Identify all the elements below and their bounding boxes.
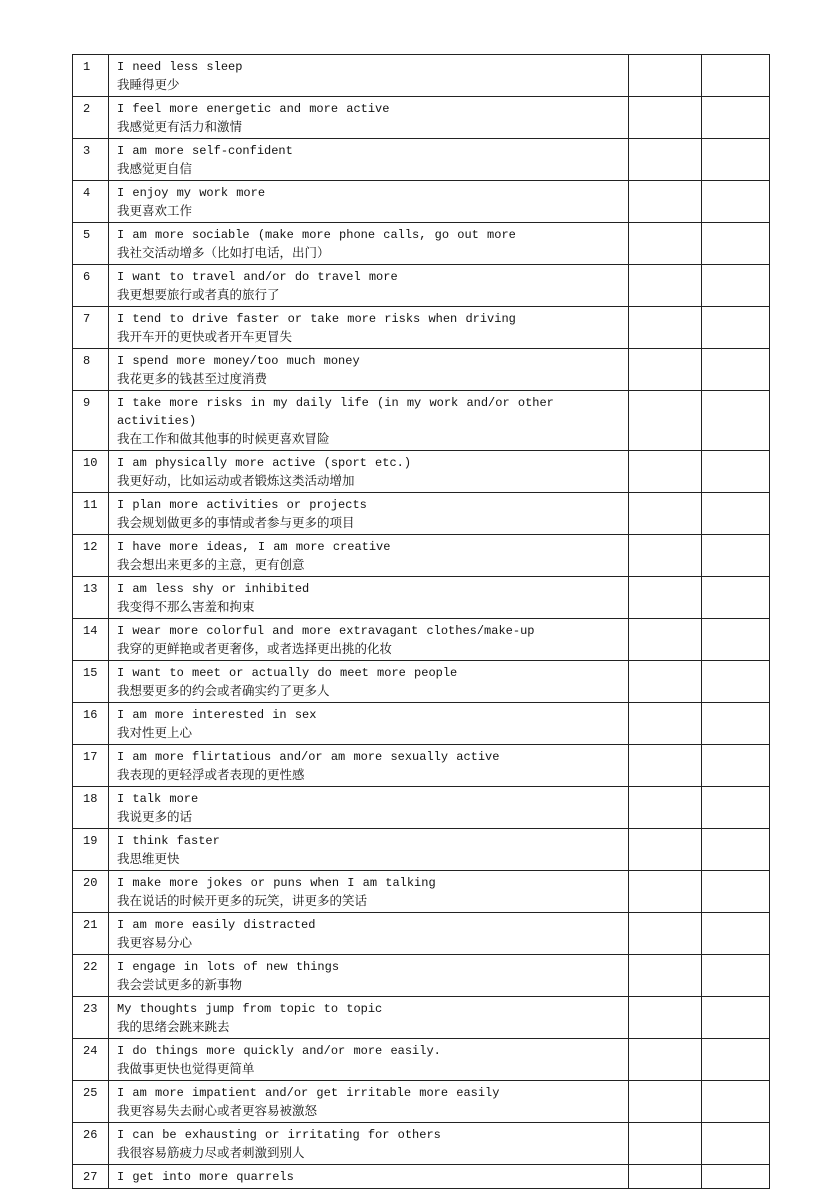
response-cell-1[interactable] — [629, 349, 702, 391]
table-row — [73, 703, 770, 745]
item-english-text: I am more self-confident — [117, 144, 293, 158]
item-number: 11 — [73, 493, 109, 535]
response-cell-2[interactable] — [702, 55, 770, 97]
table-row — [73, 139, 770, 181]
item-text-cell — [109, 955, 629, 997]
item-english-text: I make more jokes or puns when I am talking — [117, 876, 436, 890]
item-number: 19 — [73, 829, 109, 871]
item-number: 1 — [73, 55, 109, 97]
response-cell-1[interactable] — [629, 1039, 702, 1081]
table-row — [73, 871, 770, 913]
response-cell-1[interactable] — [629, 1165, 702, 1189]
item-number: 27 — [73, 1165, 109, 1189]
response-cell-2[interactable] — [702, 1123, 770, 1165]
item-chinese-text: 我变得不那么害羞和拘束 — [117, 599, 255, 614]
questionnaire-rows — [73, 55, 770, 1189]
item-text-cell — [109, 307, 629, 349]
item-english-text: I want to meet or actually do meet more people — [117, 666, 458, 680]
item-english-text: I take more risks in my daily life (in my work and/or other activities) — [117, 396, 554, 428]
item-number: 23 — [73, 997, 109, 1039]
item-chinese-text: 我睡得更少 — [117, 77, 180, 92]
item-english-text: My thoughts jump from topic to topic — [117, 1002, 383, 1016]
item-chinese-text: 我思维更快 — [117, 851, 180, 866]
item-number: 20 — [73, 871, 109, 913]
item-number: 15 — [73, 661, 109, 703]
table-row — [73, 787, 770, 829]
item-number: 13 — [73, 577, 109, 619]
item-number: 9 — [73, 391, 109, 451]
response-cell-1[interactable] — [629, 223, 702, 265]
item-number: 26 — [73, 1123, 109, 1165]
item-english-text: I spend more money/too much money — [117, 354, 360, 368]
table-row — [73, 265, 770, 307]
response-cell-1[interactable] — [629, 307, 702, 349]
item-number: 3 — [73, 139, 109, 181]
response-cell-2[interactable] — [702, 829, 770, 871]
table-row — [73, 493, 770, 535]
item-chinese-text: 我说更多的话 — [117, 809, 193, 824]
item-english-text: I am more easily distracted — [117, 918, 316, 932]
response-cell-2[interactable] — [702, 1081, 770, 1123]
item-number: 12 — [73, 535, 109, 577]
table-row — [73, 577, 770, 619]
response-cell-1[interactable] — [629, 139, 702, 181]
item-number: 21 — [73, 913, 109, 955]
item-text-cell — [109, 265, 629, 307]
table-row — [73, 955, 770, 997]
item-text-cell — [109, 871, 629, 913]
response-cell-2[interactable] — [702, 787, 770, 829]
item-number: 17 — [73, 745, 109, 787]
response-cell-2[interactable] — [702, 955, 770, 997]
response-cell-1[interactable] — [629, 913, 702, 955]
item-text-cell — [109, 1081, 629, 1123]
item-text-cell — [109, 349, 629, 391]
item-number: 8 — [73, 349, 109, 391]
table-row — [73, 535, 770, 577]
item-english-text: I am more impatient and/or get irritable more easily — [117, 1086, 500, 1100]
item-text-cell — [109, 139, 629, 181]
item-english-text: I feel more energetic and more active — [117, 102, 390, 116]
item-text-cell — [109, 55, 629, 97]
item-text-cell — [109, 829, 629, 871]
response-cell-1[interactable] — [629, 55, 702, 97]
response-cell-1[interactable] — [629, 955, 702, 997]
response-cell-2[interactable] — [702, 265, 770, 307]
item-text-cell — [109, 451, 629, 493]
table-row — [73, 181, 770, 223]
response-cell-2[interactable] — [702, 181, 770, 223]
table-row — [73, 997, 770, 1039]
table-row — [73, 223, 770, 265]
item-number: 14 — [73, 619, 109, 661]
item-text-cell — [109, 619, 629, 661]
item-chinese-text: 我做事更快也觉得更简单 — [117, 1061, 255, 1076]
item-number: 18 — [73, 787, 109, 829]
response-cell-2[interactable] — [702, 703, 770, 745]
table-row — [73, 307, 770, 349]
item-chinese-text: 我开车开的更快或者开车更冒失 — [117, 329, 293, 344]
item-number: 22 — [73, 955, 109, 997]
table-row — [73, 913, 770, 955]
item-english-text: I have more ideas, I am more creative — [117, 540, 391, 554]
item-number: 16 — [73, 703, 109, 745]
response-cell-1[interactable] — [629, 181, 702, 223]
response-cell-2[interactable] — [702, 535, 770, 577]
response-cell-2[interactable] — [702, 451, 770, 493]
table-row — [73, 1123, 770, 1165]
item-text-cell — [109, 97, 629, 139]
response-cell-2[interactable] — [702, 1165, 770, 1189]
table-row — [73, 391, 770, 451]
item-chinese-text: 我感觉更有活力和激情 — [117, 119, 243, 134]
item-english-text: I tend to drive faster or take more risks when driving — [117, 312, 516, 326]
item-chinese-text: 我花更多的钱甚至过度消费 — [117, 371, 268, 386]
response-cell-1[interactable] — [629, 577, 702, 619]
item-english-text: I engage in lots of new things — [117, 960, 340, 974]
item-number: 10 — [73, 451, 109, 493]
item-english-text: I do things more quickly and/or more easily. — [117, 1044, 441, 1058]
table-row — [73, 451, 770, 493]
response-cell-1[interactable] — [629, 745, 702, 787]
response-cell-1[interactable] — [629, 1123, 702, 1165]
item-chinese-text: 我会规划做更多的事情或者参与更多的项目 — [117, 515, 355, 530]
response-cell-2[interactable] — [702, 1039, 770, 1081]
item-english-text: I am more flirtatious and/or am more sexually active — [117, 750, 500, 764]
response-cell-2[interactable] — [702, 619, 770, 661]
item-chinese-text: 我更容易分心 — [117, 935, 193, 950]
item-chinese-text: 我社交活动增多（比如打电话，出门） — [117, 245, 330, 260]
item-text-cell — [109, 391, 629, 451]
item-chinese-text: 我更好动，比如运动或者锻炼这类活动增加 — [117, 473, 355, 488]
table-row — [73, 745, 770, 787]
item-chinese-text: 我对性更上心 — [117, 725, 193, 740]
item-chinese-text: 我会尝试更多的新事物 — [117, 977, 243, 992]
response-cell-2[interactable] — [702, 871, 770, 913]
item-number: 2 — [73, 97, 109, 139]
response-cell-2[interactable] — [702, 493, 770, 535]
item-chinese-text: 我很容易筋疲力尽或者刺激到别人 — [117, 1145, 305, 1160]
response-cell-2[interactable] — [702, 997, 770, 1039]
response-cell-1[interactable] — [629, 97, 702, 139]
response-cell-1[interactable] — [629, 619, 702, 661]
response-cell-1[interactable] — [629, 493, 702, 535]
response-cell-1[interactable] — [629, 451, 702, 493]
item-english-text: I am more sociable (make more phone calls, go out more — [117, 228, 516, 242]
item-text-cell — [109, 913, 629, 955]
item-english-text: I get into more quarrels — [117, 1170, 294, 1184]
questionnaire-table — [72, 54, 770, 1189]
item-text-cell — [109, 1165, 629, 1189]
item-chinese-text: 我更喜欢工作 — [117, 203, 193, 218]
questionnaire-sheet — [72, 54, 767, 1189]
item-chinese-text: 我表现的更轻浮或者表现的更性感 — [117, 767, 305, 782]
response-cell-1[interactable] — [629, 871, 702, 913]
item-number: 7 — [73, 307, 109, 349]
item-english-text: I need less sleep — [117, 60, 243, 74]
response-cell-1[interactable] — [629, 661, 702, 703]
table-row — [73, 619, 770, 661]
item-text-cell — [109, 535, 629, 577]
item-english-text: I plan more activities or projects — [117, 498, 367, 512]
response-cell-1[interactable] — [629, 829, 702, 871]
item-english-text: I am less shy or inhibited — [117, 582, 310, 596]
table-row — [73, 349, 770, 391]
item-chinese-text: 我在工作和做其他事的时候更喜欢冒险 — [117, 431, 330, 446]
table-row — [73, 1081, 770, 1123]
item-chinese-text: 我感觉更自信 — [117, 161, 193, 176]
item-chinese-text: 我会想出来更多的主意，更有创意 — [117, 557, 305, 572]
item-english-text: I can be exhausting or irritating for others — [117, 1128, 441, 1142]
response-cell-2[interactable] — [702, 745, 770, 787]
response-cell-2[interactable] — [702, 913, 770, 955]
item-number: 4 — [73, 181, 109, 223]
item-english-text: I enjoy my work more — [117, 186, 266, 200]
item-english-text: I am more interested in sex — [117, 708, 317, 722]
response-cell-2[interactable] — [702, 661, 770, 703]
response-cell-1[interactable] — [629, 265, 702, 307]
item-chinese-text: 我的思绪会跳来跳去 — [117, 1019, 230, 1034]
table-row — [73, 1039, 770, 1081]
table-row — [73, 661, 770, 703]
item-english-text: I wear more colorful and more extravagant clothes/make-up — [117, 624, 535, 638]
item-text-cell — [109, 661, 629, 703]
response-cell-1[interactable] — [629, 1081, 702, 1123]
response-cell-2[interactable] — [702, 223, 770, 265]
table-row — [73, 1165, 770, 1189]
response-cell-1[interactable] — [629, 391, 702, 451]
item-english-text: I think faster — [117, 834, 220, 848]
item-text-cell — [109, 577, 629, 619]
table-row — [73, 829, 770, 871]
item-chinese-text: 我想要更多的约会或者确实约了更多人 — [117, 683, 330, 698]
item-number: 6 — [73, 265, 109, 307]
item-text-cell — [109, 181, 629, 223]
response-cell-1[interactable] — [629, 997, 702, 1039]
response-cell-2[interactable] — [702, 97, 770, 139]
item-chinese-text: 我在说话的时候开更多的玩笑，讲更多的笑话 — [117, 893, 368, 908]
item-text-cell — [109, 223, 629, 265]
item-chinese-text: 我更想要旅行或者真的旅行了 — [117, 287, 280, 302]
item-english-text: I want to travel and/or do travel more — [117, 270, 398, 284]
response-cell-2[interactable] — [702, 139, 770, 181]
response-cell-2[interactable] — [702, 349, 770, 391]
item-text-cell — [109, 745, 629, 787]
response-cell-1[interactable] — [629, 787, 702, 829]
response-cell-2[interactable] — [702, 307, 770, 349]
item-text-cell — [109, 787, 629, 829]
response-cell-2[interactable] — [702, 391, 770, 451]
item-text-cell — [109, 1123, 629, 1165]
item-text-cell — [109, 703, 629, 745]
table-row — [73, 55, 770, 97]
item-english-text: I am physically more active (sport etc.) — [117, 456, 412, 470]
item-text-cell — [109, 997, 629, 1039]
item-text-cell — [109, 493, 629, 535]
response-cell-2[interactable] — [702, 577, 770, 619]
item-english-text: I talk more — [117, 792, 199, 806]
item-number: 5 — [73, 223, 109, 265]
item-number: 25 — [73, 1081, 109, 1123]
item-number: 24 — [73, 1039, 109, 1081]
response-cell-1[interactable] — [629, 703, 702, 745]
item-chinese-text: 我穿的更鲜艳或者更奢侈，或者选择更出挑的化妆 — [117, 641, 393, 656]
table-row — [73, 97, 770, 139]
item-chinese-text: 我更容易失去耐心或者更容易被激怒 — [117, 1103, 318, 1118]
item-text-cell — [109, 1039, 629, 1081]
response-cell-1[interactable] — [629, 535, 702, 577]
